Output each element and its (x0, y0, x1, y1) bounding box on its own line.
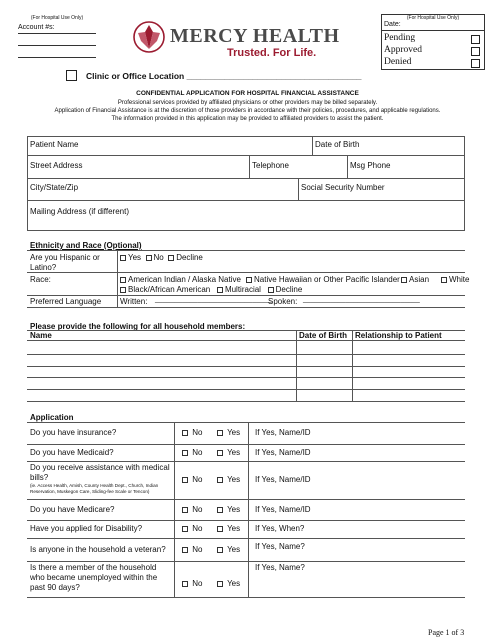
mercy-health-logo-icon (132, 20, 166, 54)
race-black-label: Black/African American (128, 285, 211, 294)
race-options-row1 (120, 275, 241, 284)
application-question: Do you have Medicare? (30, 504, 115, 514)
application-followup-field[interactable]: If Yes, Name/ID (255, 504, 311, 514)
application-row-line (27, 538, 465, 539)
yes-label: Yes (227, 428, 241, 437)
yes-checkbox[interactable] (217, 450, 223, 456)
application-row-line (27, 461, 465, 462)
application-question: Do you have Medicaid? (30, 447, 114, 457)
race-native-hawaiian-checkbox[interactable] (246, 277, 252, 283)
hospital-use-left: (For Hospital Use Only) (30, 15, 84, 21)
yes-option (217, 475, 240, 484)
spoken-label: Spoken: (268, 297, 298, 306)
hispanic-no-checkbox[interactable] (146, 255, 152, 261)
msg-phone-field[interactable]: Msg Phone (350, 161, 391, 170)
intro-line-1: Professional services provided by affiliated physicians or other providers may be billed separately. (117, 100, 378, 106)
application-note: (ie. Access Health, Amish, County Health Dept., Church, Indian Reservation, Muskegon Care, Sliding-fee Scale or Tencon) (30, 483, 159, 494)
race-multiracial-checkbox[interactable] (217, 287, 223, 293)
yes-label: Yes (227, 504, 241, 514)
application-heading: Application (30, 413, 74, 422)
household-col-relationship: Relationship to Patient (355, 331, 442, 340)
race-multiracial-label: Multiracial (224, 285, 261, 294)
hispanic-yes-label: Yes (128, 253, 142, 262)
application-row-line (27, 444, 465, 445)
race-american-indian-checkbox[interactable] (120, 277, 126, 283)
no-checkbox[interactable] (182, 477, 188, 483)
ssn-field[interactable]: Social Security Number (301, 183, 385, 192)
no-option (182, 448, 202, 457)
status-denied: Denied (384, 57, 412, 67)
no-label: No (192, 504, 203, 514)
clinic-checkbox[interactable] (66, 70, 77, 81)
race-decline-checkbox[interactable] (268, 287, 274, 293)
no-option (182, 545, 202, 554)
yes-checkbox[interactable] (217, 477, 223, 483)
no-checkbox[interactable] (182, 430, 188, 436)
application-followup-field[interactable]: If Yes, Name? (255, 563, 305, 572)
household-col-dob: Date of Birth (299, 331, 347, 340)
status-pending: Pending (384, 33, 416, 43)
race-black-checkbox[interactable] (120, 287, 126, 293)
written-label: Written: (120, 297, 148, 306)
hispanic-options (120, 253, 203, 262)
city-state-zip-field[interactable]: City/State/Zip (30, 183, 79, 192)
written-language-field[interactable]: ______________________________ (155, 296, 272, 303)
application-followup-field[interactable]: If Yes, Name/ID (255, 447, 311, 457)
application-row-line (27, 422, 465, 423)
yes-checkbox[interactable] (217, 430, 223, 436)
no-label: No (192, 428, 203, 437)
race-white-label: White (449, 275, 470, 284)
spoken-language-field[interactable]: ______________________________ (303, 296, 420, 303)
application-question: past 90 days? (30, 583, 80, 592)
yes-label: Yes (227, 579, 241, 588)
street-address-field[interactable]: Street Address (30, 161, 83, 170)
application-row-line (27, 597, 465, 598)
no-label: No (192, 544, 203, 554)
race-decline-label: Decline (275, 285, 303, 294)
yes-option (217, 448, 240, 457)
application-question: Is anyone in the household a veteran? (30, 544, 166, 554)
approved-checkbox[interactable] (471, 47, 480, 56)
clinic-label: Clinic or Office Location (86, 71, 185, 81)
clinic-location-field[interactable]: _____________________________________ (186, 71, 362, 81)
no-checkbox[interactable] (182, 581, 188, 587)
date-field[interactable] (381, 30, 485, 31)
application-followup-field[interactable]: If Yes, Name/ID (255, 475, 311, 484)
patient-name-field[interactable]: Patient Name (30, 140, 79, 149)
account-label: Account #s: (18, 24, 55, 31)
household-heading: Please provide the following for all household members: (30, 322, 246, 331)
no-label: No (192, 447, 203, 457)
application-question: Do you have insurance? (30, 428, 117, 437)
no-option (182, 475, 202, 484)
hospital-use-right: (For Hospital Use Only) (406, 15, 460, 21)
form-title: CONFIDENTIAL APPLICATION FOR HOSPITAL FINANCIAL ASSISTANCE (136, 90, 359, 97)
application-divider (248, 422, 249, 597)
yes-checkbox[interactable] (217, 526, 223, 532)
pending-checkbox[interactable] (471, 35, 480, 44)
yes-label: Yes (227, 475, 241, 484)
yes-checkbox[interactable] (217, 547, 223, 553)
no-checkbox[interactable] (182, 450, 188, 456)
no-label: No (192, 579, 203, 588)
application-followup-field[interactable]: If Yes, Name? (255, 542, 305, 551)
yes-option (217, 545, 240, 554)
application-row-line (27, 520, 465, 521)
application-followup-field[interactable]: If Yes, When? (255, 524, 305, 533)
race-asian-label: Asian (409, 275, 430, 284)
no-label: No (192, 524, 203, 533)
application-question: Have you applied for Disability? (30, 524, 143, 533)
ethnicity-heading: Ethnicity and Race (Optional) (30, 241, 142, 250)
hispanic-question: Are you Hispanic or (30, 253, 100, 262)
race-label: Race: (30, 275, 51, 284)
yes-checkbox[interactable] (217, 507, 223, 513)
intro-line-2: Application of Financial Assistance is at the discretion of those providers in accordance with their policies, procedures, and applicable regulations. (54, 108, 441, 114)
no-checkbox[interactable] (182, 526, 188, 532)
no-option (182, 524, 202, 533)
date-label: Date: (384, 21, 401, 28)
application-question: bills? (30, 473, 49, 482)
race-white-checkbox[interactable] (441, 277, 447, 283)
application-question: Is there a member of the household (30, 563, 157, 572)
application-question: who became unemployed within the (30, 573, 158, 582)
yes-label: Yes (227, 447, 241, 457)
application-row-line (27, 561, 465, 562)
no-checkbox[interactable] (182, 547, 188, 553)
no-option (182, 505, 202, 514)
yes-label: Yes (227, 524, 241, 533)
hispanic-no-label: No (153, 253, 164, 262)
tagline: Trusted. For Life. (227, 47, 317, 59)
no-label: No (192, 475, 203, 484)
yes-option (217, 579, 240, 588)
application-question: Do you receive assistance with medical (30, 463, 170, 472)
hispanic-question-2: Latino? (30, 263, 57, 272)
yes-option (217, 505, 240, 514)
hispanic-decline-checkbox[interactable] (168, 255, 174, 261)
no-option (182, 579, 202, 588)
yes-checkbox[interactable] (217, 581, 223, 587)
denied-checkbox[interactable] (471, 59, 480, 68)
application-followup-field[interactable]: If Yes, Name/ID (255, 428, 311, 437)
race-american-indian-label: American Indian / Alaska Native (128, 275, 241, 284)
race-native-hawaiian-label: Native Hawaiian or Other Pacific Islander (254, 275, 400, 284)
application-divider (174, 422, 175, 597)
status-approved: Approved (384, 45, 422, 55)
race-asian-checkbox[interactable] (401, 277, 407, 283)
no-checkbox[interactable] (182, 507, 188, 513)
logo-name: MERCY HEALTH (170, 25, 340, 47)
no-option (182, 428, 202, 437)
page-number: Page 1 of 3 (428, 628, 465, 637)
language-label: Preferred Language (30, 297, 102, 306)
account-line-2[interactable] (18, 45, 96, 46)
hispanic-yes-checkbox[interactable] (120, 255, 126, 261)
application-row-line (27, 499, 465, 500)
household-col-name: Name (30, 331, 52, 340)
account-line-3[interactable] (18, 57, 96, 58)
intro-line-3: The information provided in this application may be provided to affiliated providers to assist the patient. (111, 116, 384, 122)
dob-field[interactable]: Date of Birth (315, 140, 360, 149)
yes-label: Yes (227, 544, 241, 554)
yes-option (217, 428, 240, 437)
hispanic-decline-label: Decline (176, 253, 203, 262)
patient-info-table (27, 136, 465, 231)
mailing-address-field[interactable]: Mailing Address (if different) (30, 207, 130, 216)
telephone-field[interactable]: Telephone (252, 161, 289, 170)
yes-option (217, 524, 240, 533)
